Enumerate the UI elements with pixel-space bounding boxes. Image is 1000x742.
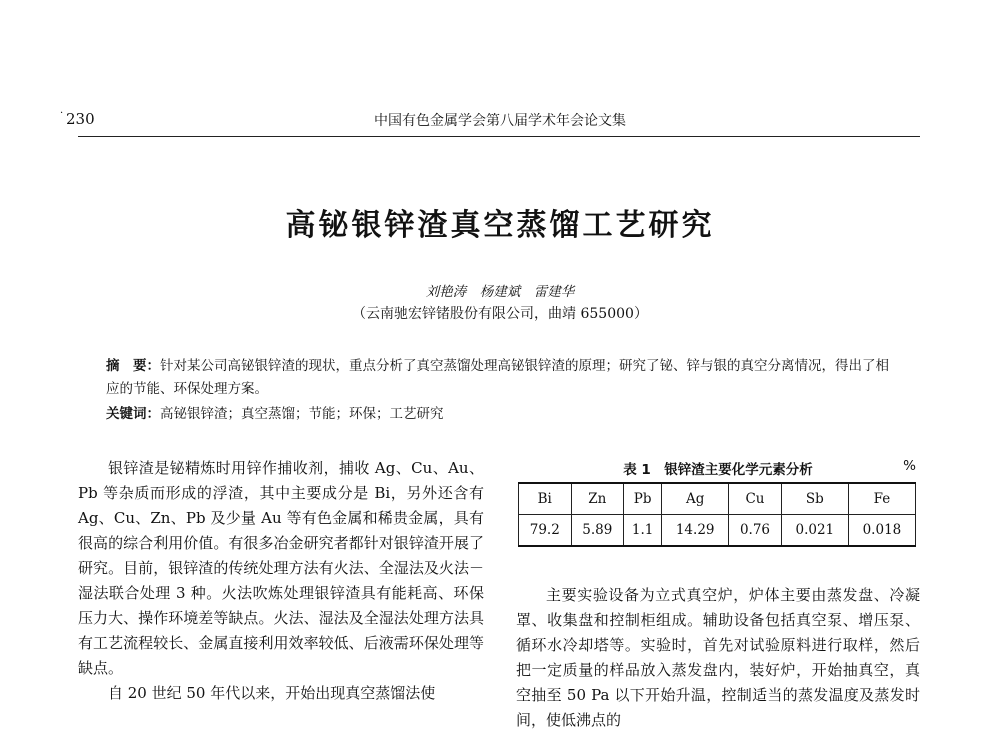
table-header-cell: Ag <box>662 483 729 515</box>
page-number: · 230 <box>60 108 95 128</box>
keywords <box>106 402 901 422</box>
authors: 刘艳涛 杨建斌 雷建华 <box>425 284 575 300</box>
table-header-cell: Bi <box>519 483 572 515</box>
table-cell: 0.018 <box>848 515 915 547</box>
table-cell: 0.76 <box>729 515 782 547</box>
left-column <box>78 456 484 706</box>
table-header-cell: Cu <box>729 483 782 515</box>
header-rule <box>78 136 920 137</box>
table-header-cell: Pb <box>624 483 662 515</box>
table-header-cell: Fe <box>848 483 915 515</box>
table-cell: 1.1 <box>624 515 662 547</box>
keywords-text: 高铋银锌渣；真空蒸馏；节能；环保；工艺研究 <box>160 406 444 422</box>
table-cell: 0.021 <box>781 515 848 547</box>
table-header-cell: Zn <box>571 483 624 515</box>
keywords-label: 关键词： <box>106 406 160 422</box>
table-caption <box>518 458 918 478</box>
right-column <box>516 583 920 733</box>
abstract <box>106 355 901 401</box>
table-unit: % <box>903 458 916 474</box>
table-row <box>519 515 916 547</box>
paper-title: 高铋银锌渣真空蒸馏工艺研究 <box>285 208 715 243</box>
table-cell: 14.29 <box>662 515 729 547</box>
table-title: 表 1 银锌渣主要化学元素分析 <box>623 462 813 478</box>
body-paragraph: 银锌渣是铋精炼时用锌作捕收剂，捕收 Ag、Cu、Au、Pb 等杂质而形成的浮渣，其中主要成分是 Bi，另外还含有 Ag、Cu、Zn、Pb 及少量 Au 等有色金属和稀贵金属，具有很高的综合利用价值。有很多冶金研究者都针对银锌渣开展了研究。目前，银锌渣的传统处理方法有火法、全湿法及火法－湿法联合处理 3 种。火法吹炼处理银锌渣具有能耗高、环保压力大、操作环境差等缺点。火法、湿法及全湿法处理方法具有工艺流程较长、金属直接利用效率较低、后液需环保处理等缺点。 <box>78 459 484 677</box>
body-paragraph: 主要实验设备为立式真空炉，炉体主要由蒸发盘、冷凝罩、收集盘和控制柜组成。辅助设备包括真空泵、增压泵、循环水冷却塔等。实验时，首先对试验原料进行取样，然后把一定质量的样品放入蒸发盘内，装好炉，开始抽真空，真空抽至 50 Pa 以下开始升温，控制适当的蒸发温度及蒸发时间，使低沸点的 <box>516 586 920 729</box>
affiliation: （云南驰宏锌锗股份有限公司，曲靖 655000） <box>352 306 648 322</box>
abstract-label: 摘 要： <box>106 358 160 374</box>
body-paragraph: 自 20 世纪 50 年代以来，开始出现真空蒸馏法使 <box>108 684 436 702</box>
table-cell: 5.89 <box>571 515 624 547</box>
table-header-cell: Sb <box>781 483 848 515</box>
table-header-row <box>519 483 916 515</box>
element-analysis-table <box>518 482 916 547</box>
running-header: 中国有色金属学会第八届学术年会论文集 <box>374 113 626 129</box>
table-cell: 79.2 <box>519 515 572 547</box>
abstract-text: 针对某公司高铋银锌渣的现状，重点分析了真空蒸馏处理高铋银锌渣的原理；研究了铋、锌与银的真空分离情况，得出了相应的节能、环保处理方案。 <box>106 358 889 397</box>
